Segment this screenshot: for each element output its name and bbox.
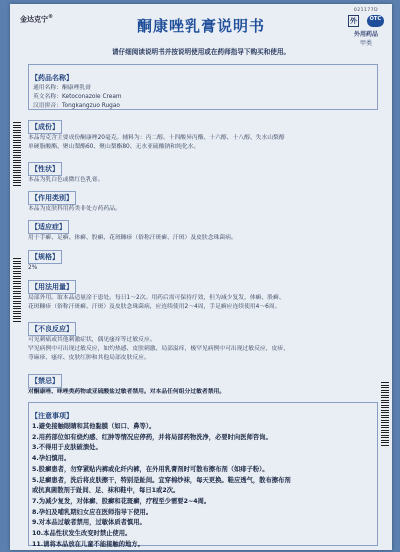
section-label: 【成份】 (28, 120, 62, 134)
section-label: 【药品名称】 (31, 74, 73, 82)
precaution-item: 2.用药部位如有烧灼感、红肿等情况应停药，并将局部药物洗净，必要时向医师咨询。 (32, 433, 272, 441)
precaution-item: 10.本品性状发生改变时禁止使用。 (32, 530, 132, 538)
otc-badge: OTC (367, 15, 384, 27)
section-usage-dosage (28, 274, 378, 308)
precaution-item: 11.请将本品放在儿童不能接触的地方。 (32, 540, 144, 548)
brand-name: 金达克宁 (20, 15, 48, 24)
section-line: 用于手癣、足癣、体癣、股癣、花斑糠疹（俗称汗斑癣、汗斑）及皮肤念珠菌病。 (28, 235, 237, 241)
section-line: 可见刺痛或其他刺激症状，偶见瘙痒等过敏反应。 (28, 337, 156, 343)
category-label: 外用药品 (353, 31, 378, 38)
precaution-item: 8.孕妇及哺乳期妇女应在医师指导下使用。 (32, 508, 153, 516)
section-label: 【用法用量】 (28, 280, 76, 294)
section-label: 【性状】 (28, 162, 62, 176)
section-label: 【不良反应】 (28, 322, 76, 336)
precaution-item: 或抗真菌散剂于趾间、足、袜和鞋中，每日1或2次。 (32, 487, 180, 495)
external-use-badge: 外 (350, 17, 357, 25)
section-specification (28, 244, 378, 271)
section-indications (28, 214, 378, 241)
section-label: 【作用类别】 (28, 191, 76, 205)
precaution-item: 9.对本品过敏者禁用，过敏体质者慎用。 (32, 519, 146, 527)
section-line: 本品每克含主要成份酮康唑20毫克。辅料为：丙二醇、十四酸异丙酯、十六醇、十八醇、失水山梨醇 (28, 135, 285, 141)
section-line: 汉语拼音：Tongkangzuo Rugao (33, 102, 120, 109)
section-action-category (28, 185, 378, 212)
precaution-item: 5.股癣患者，勿穿紧贴内裤或化纤内裤，在外用乳膏剂时可散布擦布剂（如痱子粉）。 (32, 465, 269, 473)
section-line: 荨麻疹、瘙痒、皮肤红肿和其他局部皮肤反应。 (28, 354, 150, 361)
section-line: 通用名称：酮康唑乳膏 (33, 85, 91, 91)
section-line: 花斑糠疹（俗称汗斑癣、汗斑）及皮肤念珠菌病，应连续使用2～4周，手足癣应连续使用4～6周。 (28, 303, 281, 310)
section-label: 【禁忌】 (28, 374, 62, 388)
precaution-item: 1.避免接触眼睛和其他黏膜（如口、鼻等）。 (32, 423, 156, 430)
section-adverse-reactions (28, 316, 378, 360)
document-title: 酮康唑乳膏说明书 (136, 17, 265, 35)
product-code: 021177D (353, 8, 379, 13)
document-subtitle: 请仔细阅读说明书并按说明使用或在药师指导下购买和使用。 (111, 48, 291, 56)
section-line: 本品为皮肤科用药类非处方药药品。 (28, 206, 121, 212)
corner-badges (348, 8, 384, 47)
section-line: 局部外用。取本品适量涂于患处。每日1～2次。用药后需可保持疗效，但为减少复发，体癣、股癣、 (28, 295, 285, 301)
section-drug-name (28, 64, 378, 110)
section-line: 单硬脂酸酯、聚山梨酯60、聚山梨酯80、无水亚硫酸钠和纯化水。 (28, 143, 200, 150)
section-label: 【适应症】 (28, 220, 69, 234)
registered-mark: ® (48, 14, 53, 20)
precaution-item: 7.为减少复发，对体癣、股癣和花斑癣，疗程至少需要2~4周。 (32, 497, 211, 505)
leaflet-page (10, 4, 392, 550)
barcode-right (381, 382, 389, 446)
section-line: 本品为乳白色或微红色乳膏。 (28, 177, 104, 183)
precaution-item: 4.孕妇慎用。 (32, 455, 71, 463)
section-contraindications (28, 368, 378, 394)
section-line: 英文名称：Ketoconazole Cream (33, 93, 122, 100)
barcode-left-top (13, 122, 21, 186)
precaution-item: 3.不得用于皮肤破溃处。 (32, 444, 102, 452)
section-label: 【规格】 (28, 250, 62, 264)
section-line: 对酮康唑、咪唑类药物或亚硫酸盐过敏者禁用。对本品任何组分过敏者禁用。 (28, 389, 226, 395)
barcode-left-middle (13, 258, 21, 322)
section-character (28, 156, 378, 183)
section-label: 【注意事项】 (31, 412, 73, 420)
otc-class-label: 甲类 (359, 40, 372, 47)
section-precautions (28, 402, 378, 546)
precaution-item: 5.足癣患者，洗后将皮肤擦干，特别是趾间。宜穿棉纱袜，每天更换。鞋应透气，散布擦布剂 (32, 476, 291, 484)
section-line: 2% (28, 265, 38, 271)
section-composition (28, 114, 378, 150)
section-line: 罕见病例中可出现过敏反应，如灼热感、皮肤刺激、局部溢痒，极罕见病例中可出现过敏反应，皮疹、 (28, 345, 289, 352)
